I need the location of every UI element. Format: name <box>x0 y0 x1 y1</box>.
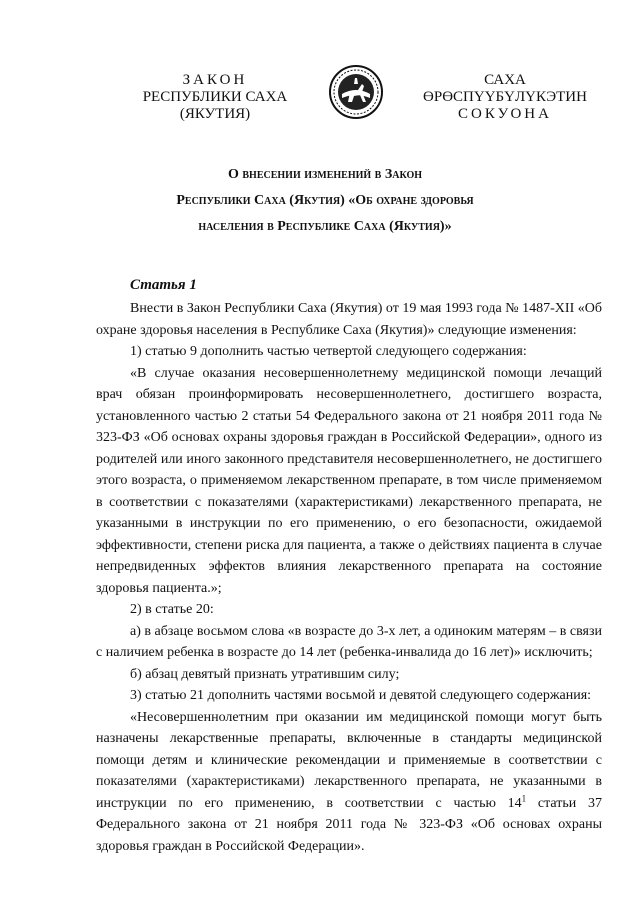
paragraph: 1) статью 9 дополнить частью четвертой следующего содержания: <box>130 344 527 359</box>
paragraph: «В случае оказания несовершеннолетнему медицинской помощи лечащий врач обязан проинформировать несовершеннолетнего, достигшего возраста, установленного частью 2 статьи 54 Федерального закона от 21 ноября 2011 года № 323-ФЗ «Об основах охраны здоровья граждан в Российской Федерации», одного из родителей или иного законного представителя несовершеннолетнего, не достигшего этого возраста, о применяемом лекарственном препарате, в том числе применяемом в соответствии с показателями (характеристиками) лекарственного препарата, не указанными в инструкции по его применению, о его безопасности, ожидаемой эффективности, степени риска для пациента, а также о действиях пациента в случае непредвиденных эффектов влияния лекарственного препарата на состояние здоровья пациента.»; <box>96 365 602 596</box>
paragraph: 3) статью 21 дополнить частями восьмой и девятой следующего содержания: <box>130 688 592 703</box>
document-body <box>96 298 602 857</box>
header-right <box>402 72 608 123</box>
article-heading: Статья 1 <box>130 277 197 293</box>
paragraph: 2) в статье 20: <box>130 602 214 617</box>
paragraph-last-tail: статьи 37 Федерального закона от 21 ноября 2011 года № 323-ФЗ «Об основах охраны здоровья граждан в Российской Федерации». <box>96 795 602 854</box>
title-line1: О внесении изменений в Закон <box>227 167 423 182</box>
title-line3: населения в Республике Саха (Якутия)» <box>198 219 452 234</box>
paragraph-last <box>96 707 602 858</box>
document-title <box>150 162 500 240</box>
paragraph: Внести в Закон Республики Саха (Якутия) от 19 мая 1993 года № 1487-XII «Об охране здоровья населения в Республике Саха (Якутия)» следующие изменения: <box>96 301 602 338</box>
paragraph: а) в абзаце восьмом слова «в возрасте до 3-х лет, а одиноким матерям – в связи с наличием ребенка в возрасте до 14 лет (ребенка-инвалида до 16 лет)» исключить; <box>96 623 602 660</box>
header-right-line1: САХА ӨРӨСПYYБYЛYКЭТИН <box>423 72 587 105</box>
header-left-line1: ЗАКОН <box>182 72 248 88</box>
title-line2: Республики Саха (Якутия) «Об охране здоровья <box>176 193 474 208</box>
header-left-line2: РЕСПУБЛИКИ САХА (ЯКУТИЯ) <box>142 89 288 122</box>
superscript: 1 <box>521 792 527 803</box>
header-left <box>112 72 318 123</box>
paragraph: б) абзац девятый признать утратившим силу; <box>130 666 400 682</box>
paragraph-last-text: «Несовершеннолетним при оказании им медицинской помощи могут быть назначены лекарственные препараты, включенные в стандарты медицинской помощи детям и клинические рекомендации и применяемые в соответствии с показателями (характеристиками) лекарственного препарата, не указанными в инструкции по его применению, в соответствии с частью 14 <box>96 709 602 811</box>
header-right-line2: СОКУОНА <box>458 106 552 122</box>
coat-of-arms-icon <box>328 64 384 120</box>
